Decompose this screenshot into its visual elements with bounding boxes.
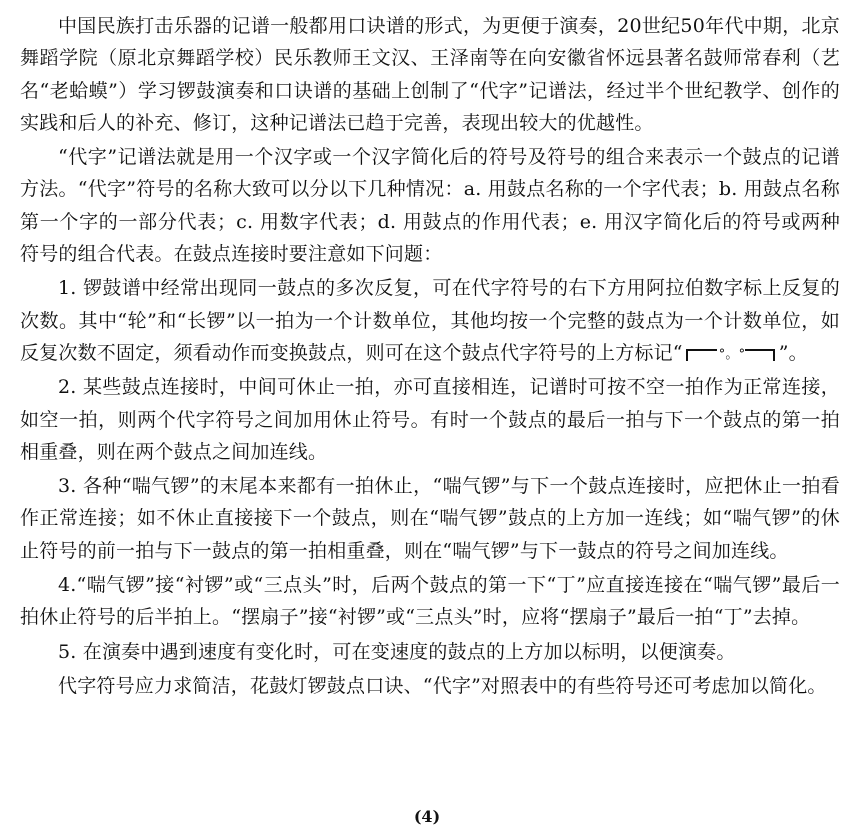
list-item-1 [20, 272, 840, 369]
list-item-1-end: ”。 [778, 341, 808, 364]
list-item-2: 2. 某些鼓点连接时，中间可休止一拍，亦可直接相连，记谱时可按不空一拍作为正常连接，如空一拍，则两个代字符号之间加用休止符号。有时一个鼓点的最后一拍与下一个鼓点的第一拍相重叠，则在两个鼓点之间加连线。 [20, 376, 840, 463]
paragraph-closing: 代字符号应力求简洁，花鼓灯锣鼓点口诀、“代字”对照表中的有些符号还可考虑加以简化。 [58, 674, 827, 697]
document-body [20, 10, 840, 704]
list-item-3: 3. 各种“喘气锣”的末尾本来都有一拍休止，“喘气锣”与下一个鼓点连接时，应把休止一拍看作正常连接；如不休止直接接下一个鼓点，则在“喘气锣”鼓点的上方加一连线；如“喘气锣”的休止符号的前一拍与下一鼓点的第一拍相重叠，则在“喘气锣”与下一鼓点的符号之间加连线。 [20, 475, 840, 562]
list-item-5: 5. 在演奏中遇到速度有变化时，可在变速度的鼓点的上方加以标明，以便演奏。 [58, 640, 736, 663]
list-item-1-text: 1. 锣鼓谱中经常出现同一鼓点的多次反复，可在代字符号的右下方用阿拉伯数字标上反复的次数。其中“轮”和“长锣”以一拍为一个计数单位，其他均按一个完整的鼓点为一个计数单位，如反复次数不固定，须看动作而变换鼓点，则可在这个鼓点代字符号的上方标记“ [20, 277, 840, 364]
paragraph-definition: “代字”记谱法就是用一个汉字或一个汉字简化后的符号及符号的组合来表示一个鼓点的记谱方法。“代字”符号的名称大致可以分以下几种情况：a. 用鼓点名称的一个字代表；b. 用鼓点名称第一个字的一部分代表；c. 用数字代表；d. 用鼓点的作用代表；e. 用汉字简化后的符号或两种符号的组合代表。在鼓点连接时要注意如下问题： [20, 146, 840, 266]
page-number: (4) [413, 807, 441, 826]
repeat-mark-symbol [685, 346, 777, 362]
repeat-mark-dots: °。° [718, 346, 746, 362]
paragraph-intro: 中国民族打击乐器的记谱一般都用口诀谱的形式，为更便于演奏，20世纪50年代中期，北京舞蹈学院（原北京舞蹈学校）民乐教师王文汉、王泽南等在向安徽省怀远县著名鼓师常春利（艺名“老蛤蟆”）学习锣鼓演奏和口诀谱的基础上创制了“代字”记谱法，经过半个世纪教学、创作的实践和后人的补充、修订，这种记谱法已趋于完善，表现出较大的优越性。 [20, 15, 840, 134]
list-item-4: 4.“喘气锣”接“衬锣”或“三点头”时，后两个鼓点的第一下“丁”应直接连接在“喘气锣”最后一拍休止符号的后半拍上。“摆扇子”接“衬锣”或“三点头”时，应将“摆扇子”最后一拍“丁”去掉。 [20, 574, 840, 629]
